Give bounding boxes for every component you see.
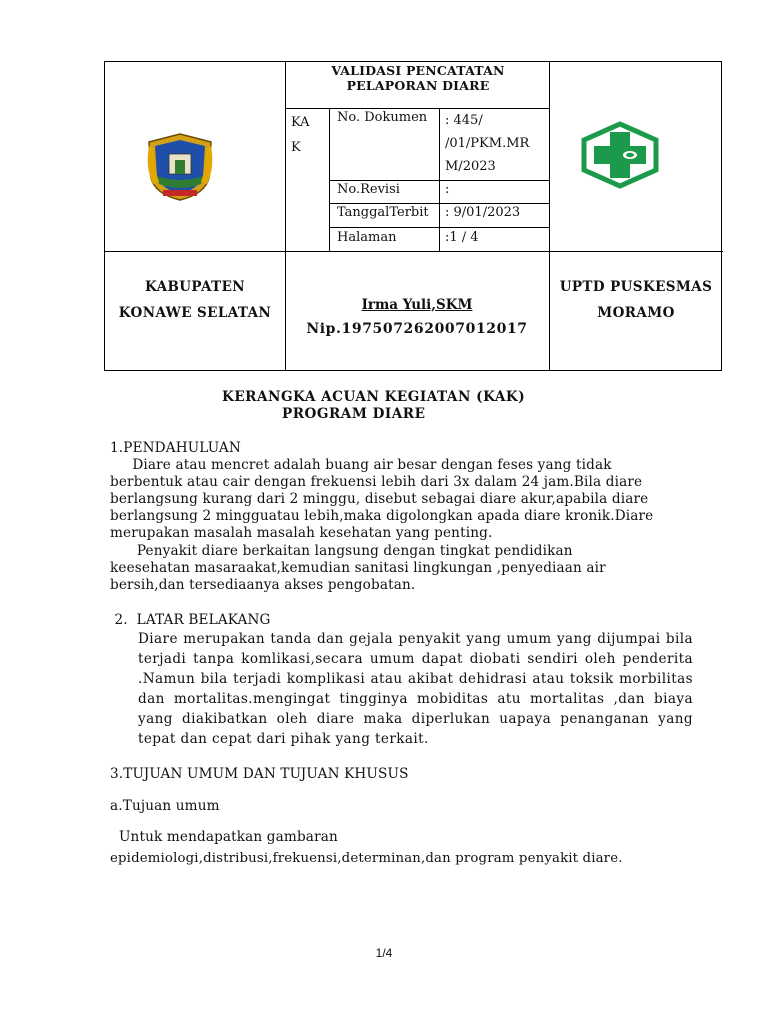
kak-label-line1: KA [291, 115, 310, 130]
revision-label: No.Revisi [337, 182, 400, 197]
section-3a-line1: Untuk mendapatkan gambaran [110, 829, 338, 845]
left-organization-line2: KONAWE SELATAN [118, 305, 272, 321]
section-1-line: berlangsung 2 mingguatau lebih,maka digolongkan apada diare kronik.Diare [110, 508, 654, 524]
section-3a-line2: epidemiologi,distribusi,frekuensi,determinan,dan program penyakit diare. [110, 851, 623, 866]
section-1-line: Penyakit diare berkaitan langsung dengan tingkat pendidikan [110, 543, 573, 559]
issue-date-label: TanggalTerbit [337, 205, 429, 220]
doc-number-label: No. Dokumen [337, 110, 428, 125]
doc-number-value-line2: /01/PKM.MR [445, 136, 530, 151]
signer-name: Irma Yuli,SKM [361, 297, 473, 313]
main-title-line2: PROGRAM DIARE [282, 406, 426, 422]
page-label: Halaman [337, 230, 397, 245]
section-1-line: keesehatan masaraakat,kemudian sanitasi lingkungan ,penyediaan air [110, 560, 606, 576]
right-organization-line1: UPTD PUSKESMAS [559, 279, 713, 295]
section-3a-heading: a.Tujuan umum [110, 798, 220, 814]
kak-label-line2: K [291, 140, 301, 155]
konawe-selatan-emblem-icon [143, 132, 217, 202]
right-organization [549, 274, 723, 326]
kak-label [291, 110, 310, 160]
section-1-heading: 1.PENDAHULUAN [110, 440, 241, 456]
doc-number-value [445, 109, 529, 178]
section-2-body: Diare merupakan tanda dan gejala penyakit yang umum yang dijumpai bila terjadi tanpa komlikasi,secara umum dapat diobati sendiri oleh penderita .Namun bila terjadi komplikasi atau akibat dehidrasi atau toksik morbilitas dan mortalitas.mengingat tingginya mobiditas atu mortalitas ,dan biaya yang diakibatkan oleh diare maka diperlukan uapaya penanganan yang tepat dan cepat dari pihak yang terkait. [138, 631, 693, 747]
left-organization-line1: KABUPATEN [144, 279, 246, 295]
issue-date-value: : 9/01/2023 [445, 205, 521, 220]
main-title-line1: KERANGKA ACUAN KEGIATAN (KAK) [222, 389, 526, 405]
left-organization [105, 274, 285, 326]
page-value: :1 / 4 [445, 230, 479, 245]
signer-nip: Nip.197507262007012017 [306, 321, 528, 337]
section-1-line: berbentuk atau cair dengan frekuensi lebih dari 3x dalam 24 jam.Bila diare [110, 474, 643, 490]
doc-number-value-line1: : 445/ [445, 113, 483, 128]
section-1-line: berlangsung kurang dari 2 minggu, disebut sebagai diare akur,apabila diare [110, 491, 649, 507]
section-1-line: Diare atau mencret adalah buang air besar dengan feses yang tidak [110, 457, 612, 473]
section-1-line: merupakan masalah masalah kesehatan yang penting. [110, 525, 493, 541]
document-header-table [104, 61, 722, 371]
header-title-line1: VALIDASI PENCATATAN [331, 63, 505, 78]
doc-number-value-line3: M/2023 [445, 159, 496, 174]
section-1-line: bersih,dan tersediaanya akses pengobatan. [110, 577, 416, 593]
section-3-heading: 3.TUJUAN UMUM DAN TUJUAN KHUSUS [110, 766, 409, 782]
right-organization-line2: MORAMO [597, 305, 675, 321]
section-2-heading: 2. LATAR BELAKANG [110, 612, 271, 628]
header-title-line2: PELAPORAN DIARE [346, 78, 490, 93]
puskesmas-cross-icon [580, 120, 660, 190]
page-number: 1/4 [375, 946, 393, 960]
header-title [287, 62, 549, 93]
revision-value: : [445, 182, 450, 197]
